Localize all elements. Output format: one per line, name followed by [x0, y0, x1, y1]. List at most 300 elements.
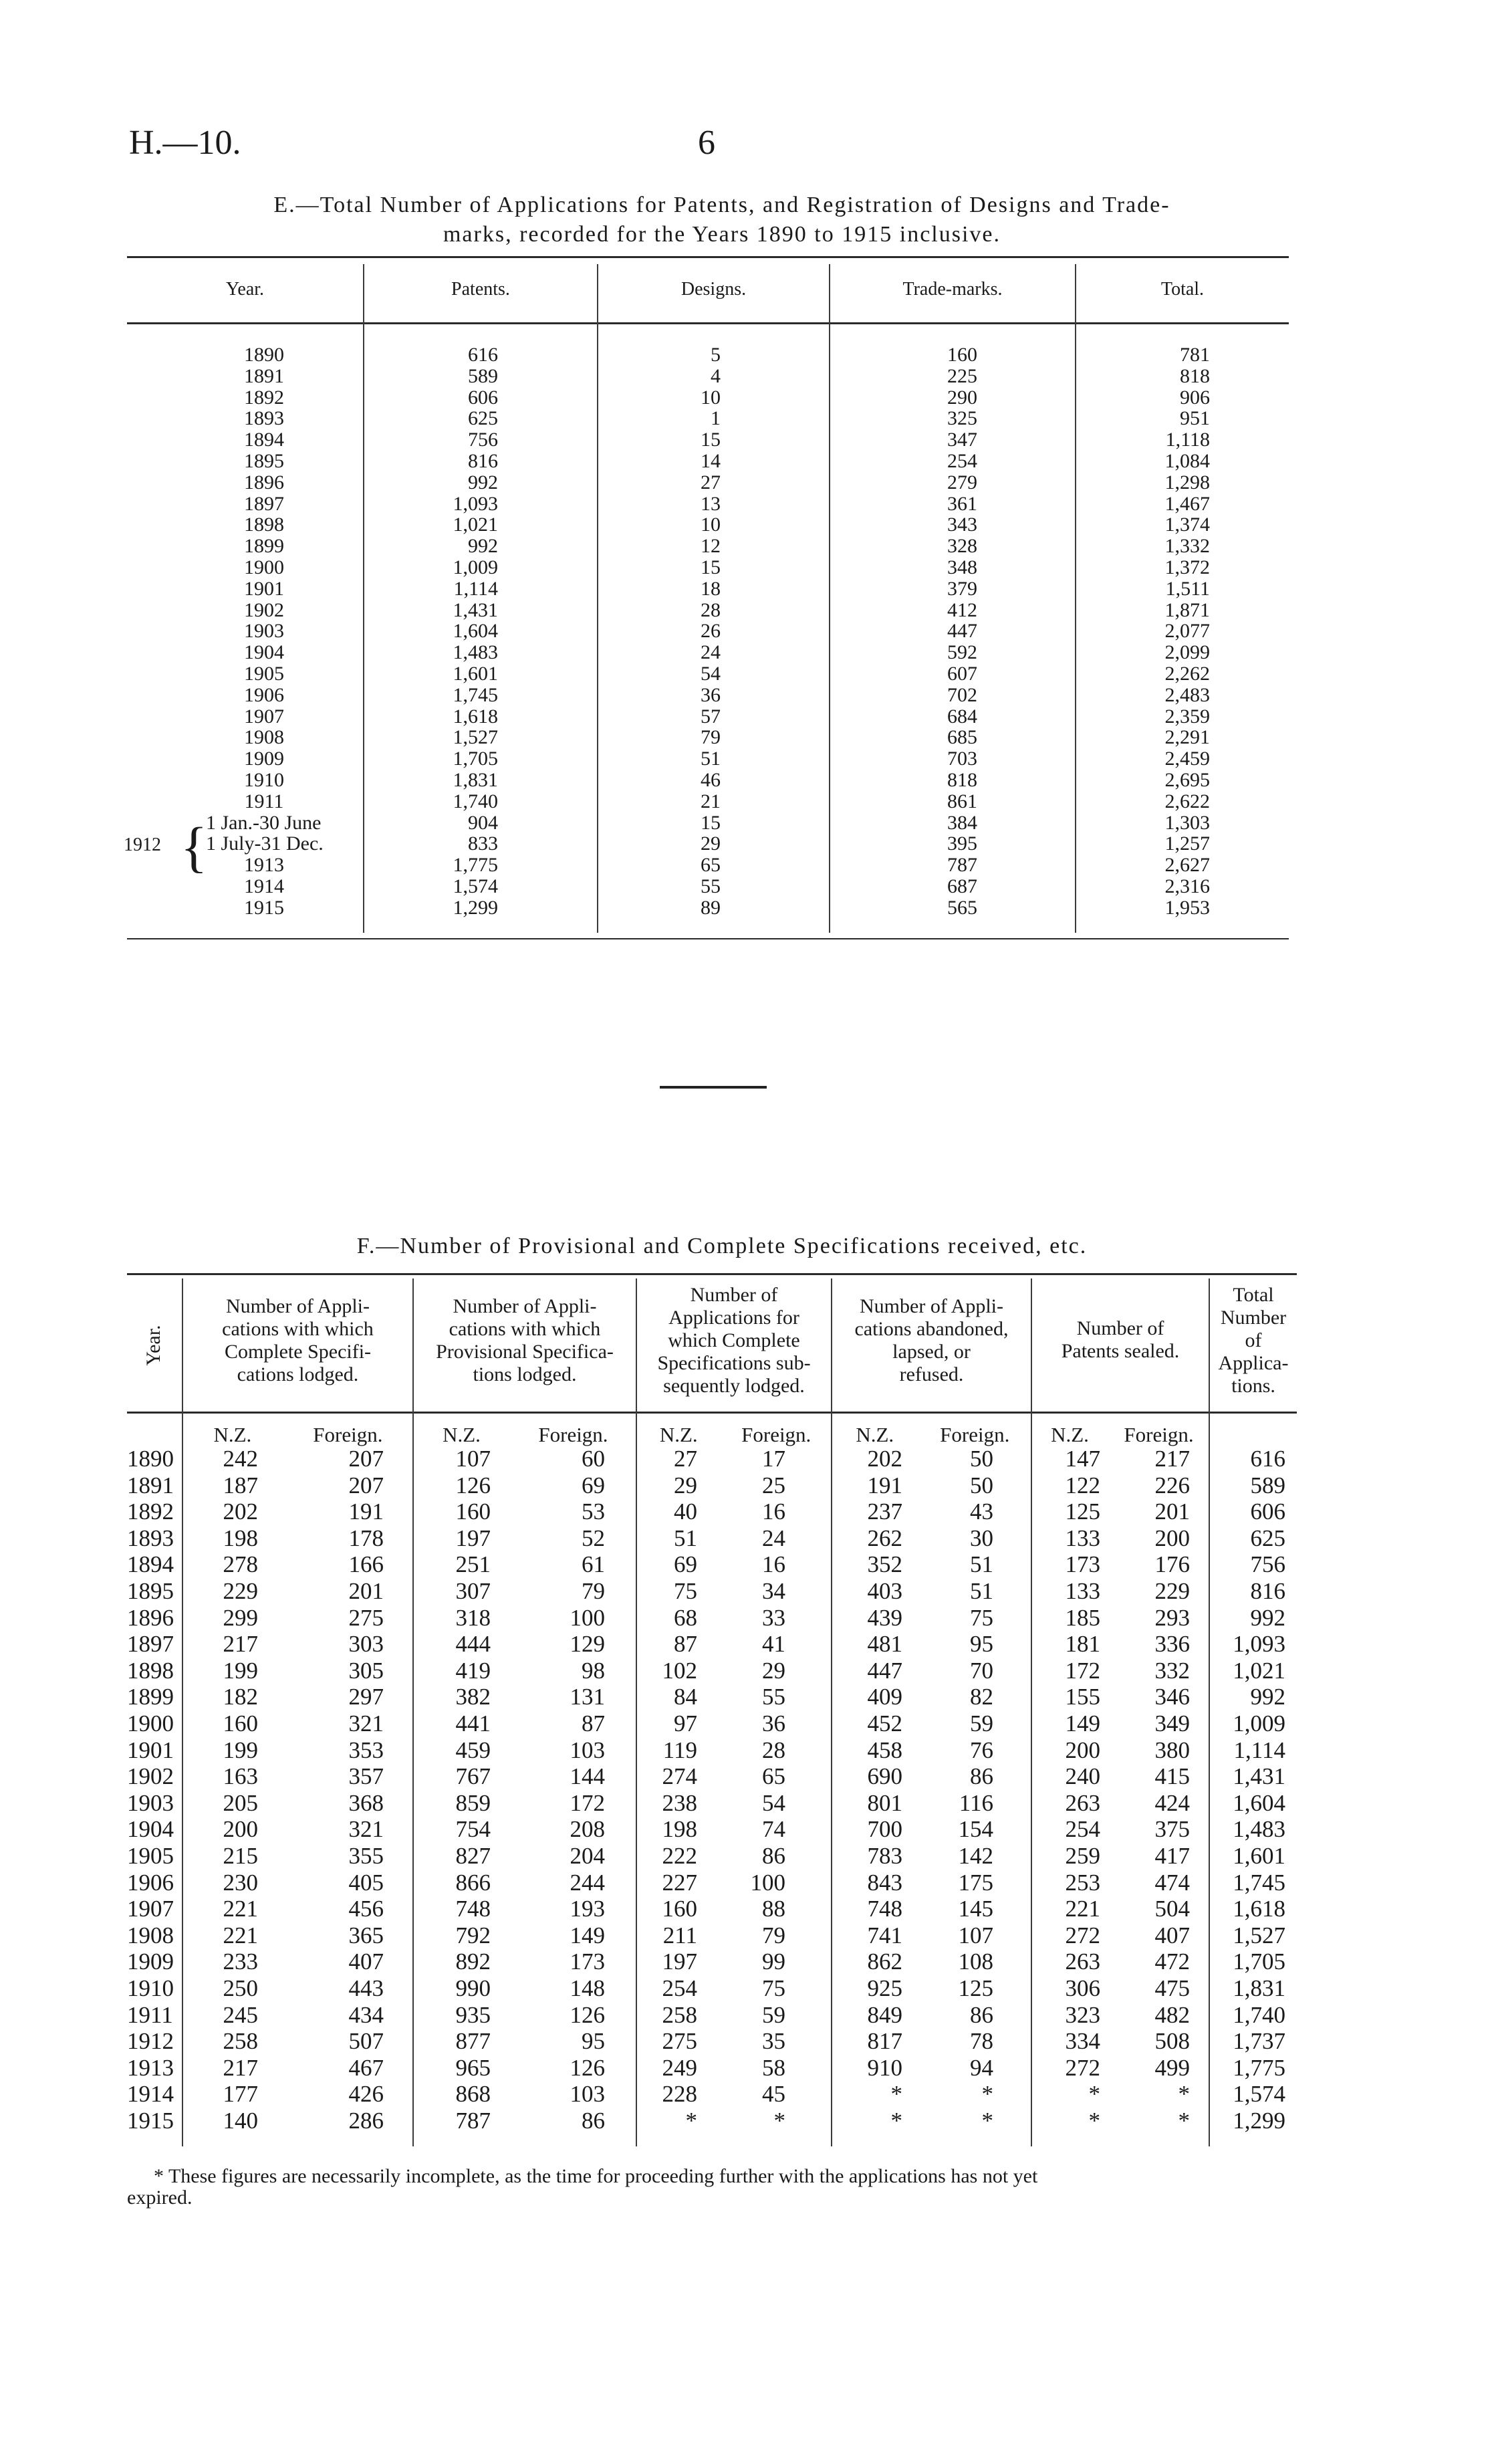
table-f-cell-provisional-foreign: 60	[582, 1446, 605, 1472]
table-f-cell-subsequent-foreign: 28	[762, 1737, 785, 1763]
table-f-cell-year: 1908	[127, 1922, 174, 1948]
table-f-cell-subsequent-foreign: 88	[762, 1896, 785, 1922]
table-f-cell-abandoned-foreign: 154	[958, 1816, 993, 1843]
table-e-cell-total: 906	[1180, 386, 1210, 409]
table-f-cell-complete-nz: 229	[223, 1578, 258, 1604]
table-f-cell-subsequent-nz: 197	[662, 1948, 697, 1975]
table-f-cell-provisional-nz: 892	[455, 1948, 491, 1975]
table-e-cell-designs: 29	[701, 832, 721, 855]
subheader-nz: N.Z.	[659, 1423, 698, 1446]
table-f-cell-total: 1,775	[1233, 2054, 1285, 2081]
table-f-cell-abandoned-foreign: 78	[970, 2028, 993, 2055]
table-f-cell-total: 1,737	[1233, 2028, 1285, 2055]
table-f-cell-provisional-nz: 107	[455, 1446, 491, 1472]
table-e-cell-designs: 27	[701, 471, 721, 493]
table-e-cell-year: 1 Jan.-30 June	[206, 811, 322, 834]
table-f-cell-abandoned-nz: 352	[867, 1551, 902, 1578]
table-f-cell-complete-nz: 187	[223, 1472, 258, 1498]
table-e-header-rule	[127, 322, 1289, 324]
table-f-cell-total: 1,618	[1233, 1896, 1285, 1922]
table-f-cell-total: 1,527	[1233, 1922, 1285, 1948]
section-divider-rule	[660, 1086, 767, 1089]
table-f-cell-subsequent-foreign: 16	[762, 1498, 785, 1525]
table-f-cell-total: 616	[1250, 1446, 1285, 1472]
table-f-cell-subsequent-nz: 227	[662, 1869, 697, 1896]
table-f-cell-provisional-nz: 792	[455, 1922, 491, 1948]
table-e-cell-year: 1910	[244, 769, 284, 791]
table-f-cell-year: 1894	[127, 1551, 174, 1578]
table-f-cell-sealed-nz: 323	[1065, 2001, 1100, 2028]
table-f-cell-complete-foreign: 166	[348, 1551, 384, 1578]
table-e-cell-trademarks: 861	[947, 790, 977, 812]
table-f-cell-provisional-foreign: 244	[570, 1869, 605, 1896]
footnote-line1: * These figures are necessarily incomplete, as the time for proceeding further with the applications has not yet	[154, 2165, 1038, 2187]
header-line: lapsed, or	[892, 1341, 971, 1363]
table-f-cell-sealed-nz: 240	[1065, 1763, 1100, 1790]
header-line: Number	[1220, 1307, 1287, 1329]
table-f-cell-provisional-nz: 382	[455, 1684, 491, 1710]
table-f-header-year: Year.	[142, 1325, 164, 1366]
table-f-cell-complete-foreign: 434	[348, 2001, 384, 2028]
table-f-cell-total: 1,299	[1233, 2108, 1285, 2134]
table-f-cell-complete-nz: 245	[223, 2001, 258, 2028]
table-e-cell-designs: 18	[701, 577, 721, 600]
table-f-cell-sealed-foreign: 336	[1154, 1631, 1190, 1658]
table-f-cell-sealed-foreign: 229	[1154, 1578, 1190, 1604]
table-f-cell-total: 816	[1250, 1578, 1285, 1604]
table-f-cell-subsequent-foreign: 65	[762, 1763, 785, 1790]
table-f-cell-abandoned-nz: 409	[867, 1684, 902, 1710]
table-f-cell-complete-foreign: 443	[348, 1975, 384, 2001]
table-f-cell-provisional-nz: 197	[455, 1525, 491, 1551]
table-e-cell-total: 2,262	[1164, 663, 1210, 685]
table-f-cell-provisional-foreign: 126	[570, 2001, 605, 2028]
table-e-cell-trademarks: 348	[947, 556, 977, 578]
table-e-cell-total: 1,118	[1165, 429, 1210, 451]
table-f-cell-provisional-foreign: 172	[570, 1789, 605, 1816]
table-e-cell-patents: 1,021	[453, 514, 498, 536]
table-f-cell-sealed-foreign: 200	[1154, 1525, 1190, 1551]
table-f-cell-subsequent-nz: 222	[662, 1843, 697, 1869]
table-f-cell-provisional-foreign: 53	[582, 1498, 605, 1525]
table-f-cell-total: 1,604	[1233, 1789, 1285, 1816]
table-f-cell-sealed-nz: 272	[1065, 1922, 1100, 1948]
table-e-cell-patents: 992	[468, 471, 498, 493]
table-f-cell-complete-foreign: 201	[348, 1578, 384, 1604]
table-e-cell-trademarks: 254	[947, 450, 977, 472]
table-f-cell-subsequent-nz: 40	[674, 1498, 697, 1525]
header-line: Number of	[690, 1284, 778, 1306]
table-f-cell-provisional-nz: 251	[455, 1551, 491, 1578]
table-e-cell-year: 1903	[244, 620, 284, 643]
table-e-year-1912-label: 1912	[124, 834, 161, 855]
table-f-cell-complete-foreign: 405	[348, 1869, 384, 1896]
table-f-cell-sealed-nz: 147	[1065, 1446, 1100, 1472]
table-f-cell-subsequent-nz: 75	[674, 1578, 697, 1604]
table-f-cell-sealed-foreign: 472	[1154, 1948, 1190, 1975]
table-f-cell-provisional-nz: 866	[455, 1869, 491, 1896]
table-e-cell-total: 2,359	[1164, 705, 1210, 727]
table-f-cell-total: 1,601	[1233, 1843, 1285, 1869]
table-e-cell-total: 818	[1180, 364, 1210, 387]
table-f-cell-abandoned-nz: 925	[867, 1975, 902, 2001]
table-f-cell-abandoned-foreign: 145	[958, 1896, 993, 1922]
table-f-cell-sealed-foreign: 176	[1154, 1551, 1190, 1578]
table-f-cell-provisional-foreign: 95	[582, 2028, 605, 2055]
table-e-cell-total: 2,627	[1164, 854, 1210, 877]
table-e-cell-trademarks: 343	[947, 514, 977, 536]
table-e-cell-trademarks: 361	[947, 492, 977, 515]
table-f-cell-subsequent-foreign: 86	[762, 1843, 785, 1869]
table-f-cell-provisional-foreign: 193	[570, 1896, 605, 1922]
table-e-cell-designs: 36	[701, 683, 721, 706]
table-e-cell-total: 1,953	[1164, 896, 1210, 919]
table-f-cell-subsequent-foreign: 74	[762, 1816, 785, 1843]
table-f-cell-complete-foreign: 357	[348, 1763, 384, 1790]
document-id: H.—10.	[129, 124, 241, 162]
table-f-cell-provisional-nz: 827	[455, 1843, 491, 1869]
table-f-cell-complete-nz: 258	[223, 2028, 258, 2055]
table-f-cell-complete-foreign: 191	[348, 1498, 384, 1525]
table-e-cell-total: 1,257	[1164, 832, 1210, 855]
table-e-header-patents: Patents.	[451, 279, 510, 300]
table-f-cell-provisional-nz: 459	[455, 1737, 491, 1763]
subheader-nz: N.Z.	[443, 1423, 481, 1446]
table-e-cell-patents: 589	[468, 364, 498, 387]
table-e-cell-designs: 54	[701, 663, 721, 685]
table-f-cell-year: 1913	[127, 2054, 174, 2081]
table-f-cell-abandoned-nz: 237	[867, 1498, 902, 1525]
table-e-header-total: Total.	[1160, 279, 1205, 300]
table-f-cell-complete-foreign: 305	[348, 1657, 384, 1684]
table-f-cell-complete-nz: 163	[223, 1763, 258, 1790]
table-e-cell-trademarks: 703	[947, 748, 977, 770]
table-f-cell-provisional-nz: 787	[455, 2108, 491, 2134]
table-f-cell-abandoned-nz: 202	[867, 1446, 902, 1472]
table-f-cell-sealed-nz: 259	[1065, 1843, 1100, 1869]
table-e-cell-trademarks: 684	[947, 705, 977, 727]
table-f-cell-year: 1912	[127, 2028, 174, 2055]
table-f-cell-provisional-foreign: 148	[570, 1975, 605, 2001]
table-f-cell-subsequent-foreign: 75	[762, 1975, 785, 2001]
table-f-cell-abandoned-foreign: 116	[959, 1789, 993, 1816]
table-f-cell-year: 1899	[127, 1684, 174, 1710]
table-e-title-line2: marks, recorded for the Years 1890 to 1915 inclusive.	[443, 222, 1001, 247]
table-e-cell-patents: 816	[468, 450, 498, 472]
header-line: which Complete	[668, 1329, 800, 1351]
table-e-cell-year: 1893	[244, 407, 284, 430]
table-e-cell-total: 2,099	[1164, 641, 1210, 664]
table-e-cell-year: 1899	[244, 535, 284, 558]
table-f-cell-complete-nz: 278	[223, 1551, 258, 1578]
table-e-cell-trademarks: 160	[947, 344, 977, 366]
table-e-cell-trademarks: 290	[947, 386, 977, 409]
table-e-cell-year: 1907	[244, 705, 284, 727]
header-line: cations lodged.	[237, 1363, 359, 1385]
table-f-cell-complete-nz: 177	[223, 2081, 258, 2108]
table-e-cell-patents: 606	[468, 386, 498, 409]
table-e-cell-trademarks: 384	[947, 811, 977, 834]
table-f-cell-provisional-foreign: 103	[570, 2081, 605, 2108]
table-f-cell-subsequent-nz: 274	[662, 1763, 697, 1790]
table-f-cell-total: 1,009	[1233, 1710, 1285, 1737]
table-f-cell-abandoned-nz: 452	[867, 1710, 902, 1737]
table-f-cell-total: 1,483	[1233, 1816, 1285, 1843]
table-f-cell-sealed-foreign: 380	[1154, 1737, 1190, 1763]
table-e-cell-trademarks: 379	[947, 577, 977, 600]
table-e-cell-designs: 79	[701, 726, 721, 749]
table-f-cell-complete-nz: 202	[223, 1498, 258, 1525]
table-f-cell-abandoned-nz: 741	[867, 1922, 902, 1948]
table-f-cell-sealed-foreign: 293	[1154, 1604, 1190, 1631]
table-f-cell-abandoned-nz: 447	[867, 1657, 902, 1684]
header-line: sequently lodged.	[663, 1375, 805, 1397]
table-f-cell-subsequent-nz: 87	[674, 1631, 697, 1658]
table-e-cell-designs: 21	[701, 790, 721, 812]
table-f-cell-sealed-nz: 122	[1065, 1472, 1100, 1498]
table-e-cell-patents: 1,831	[453, 769, 498, 791]
table-f-cell-abandoned-foreign: 30	[970, 1525, 993, 1551]
table-f-cell-provisional-foreign: 144	[570, 1763, 605, 1790]
table-f-cell-sealed-foreign: 504	[1154, 1896, 1190, 1922]
table-f-cell-total: 1,114	[1233, 1737, 1285, 1763]
table-f-cell-subsequent-foreign: 100	[750, 1869, 785, 1896]
header-line: Number of Appli-	[453, 1295, 597, 1317]
table-f-cell-subsequent-foreign: 41	[762, 1631, 785, 1658]
table-f-cell-abandoned-foreign: 95	[970, 1631, 993, 1658]
table-f-cell-year: 1905	[127, 1843, 174, 1869]
table-e-cell-year: 1913	[244, 854, 284, 877]
table-f-cell-subsequent-nz: 258	[662, 2001, 697, 2028]
table-f-cell-year: 1909	[127, 1948, 174, 1975]
table-f-cell-provisional-foreign: 173	[570, 1948, 605, 1975]
table-f-cell-provisional-foreign: 103	[570, 1737, 605, 1763]
table-e-cell-total: 1,332	[1164, 535, 1210, 558]
table-e-cell-year: 1905	[244, 663, 284, 685]
table-e-cell-year: 1892	[244, 386, 284, 409]
header-line: Applications for	[668, 1307, 799, 1329]
table-f-cell-sealed-foreign: *	[1178, 2108, 1190, 2134]
table-e-cell-patents: 1,740	[453, 790, 498, 812]
table-e-cell-designs: 89	[701, 896, 721, 919]
table-f-cell-sealed-nz: 263	[1065, 1948, 1100, 1975]
table-f-cell-provisional-foreign: 208	[570, 1816, 605, 1843]
table-e-cell-designs: 51	[701, 748, 721, 770]
subheader-foreign: Foreign.	[1124, 1423, 1194, 1446]
header-line: Provisional Specifica-	[436, 1341, 614, 1363]
table-f-cell-subsequent-nz: 228	[662, 2081, 697, 2108]
table-e-cell-total: 1,372	[1164, 556, 1210, 578]
table-f-cell-subsequent-nz: 238	[662, 1789, 697, 1816]
table-f-cell-subsequent-foreign: 59	[762, 2001, 785, 2028]
table-f-cell-subsequent-foreign: *	[773, 2108, 785, 2134]
table-e-cell-trademarks: 607	[947, 663, 977, 685]
table-e-cell-trademarks: 347	[947, 429, 977, 451]
table-f-cell-sealed-nz: *	[1088, 2108, 1100, 2134]
table-e-cell-designs: 5	[711, 344, 721, 366]
table-f-cell-total: 589	[1250, 1472, 1285, 1498]
table-f-cell-complete-foreign: 178	[348, 1525, 384, 1551]
table-f-title: F.—Number of Provisional and Complete Specifications received, etc.	[356, 1234, 1088, 1258]
table-e-cell-trademarks: 565	[947, 896, 977, 919]
table-e-cell-total: 2,483	[1164, 683, 1210, 706]
table-e-cell-designs: 57	[701, 705, 721, 727]
table-e-cell-patents: 1,431	[453, 598, 498, 621]
table-e-cell-trademarks: 225	[947, 364, 977, 387]
table-e-title-line1: E.—Total Number of Applications for Patents, and Registration of Designs and Trade-	[273, 193, 1170, 217]
table-f-cell-subsequent-foreign: 36	[762, 1710, 785, 1737]
table-f-cell-sealed-foreign: 332	[1154, 1657, 1190, 1684]
subheader-foreign: Foreign.	[313, 1423, 383, 1446]
table-f-header-complete	[183, 1295, 412, 1386]
table-f-cell-sealed-foreign: 499	[1154, 2054, 1190, 2081]
table-f-cell-sealed-nz: 172	[1065, 1657, 1100, 1684]
table-f-cell-subsequent-foreign: 34	[762, 1578, 785, 1604]
table-f-cell-complete-nz: 242	[223, 1446, 258, 1472]
table-e-cell-year: 1 July-31 Dec.	[206, 832, 324, 855]
header-line: Patents sealed.	[1061, 1340, 1180, 1362]
table-f-cell-provisional-foreign: 100	[570, 1604, 605, 1631]
subheader-nz: N.Z.	[1051, 1423, 1089, 1446]
table-f-cell-subsequent-nz: 69	[674, 1551, 697, 1578]
table-e-cell-designs: 26	[701, 620, 721, 643]
table-e-cell-designs: 10	[701, 514, 721, 536]
table-f-cell-subsequent-nz: 29	[674, 1472, 697, 1498]
table-f-cell-subsequent-nz: 119	[662, 1737, 697, 1763]
table-f-cell-subsequent-nz: 68	[674, 1604, 697, 1631]
table-f-cell-sealed-foreign: 424	[1154, 1789, 1190, 1816]
table-e-cell-total: 2,316	[1164, 875, 1210, 897]
table-f-cell-total: 1,831	[1233, 1975, 1285, 2001]
table-f-header-rule	[127, 1412, 1297, 1414]
table-f-cell-year: 1891	[127, 1472, 174, 1498]
table-f-cell-subsequent-foreign: 29	[762, 1657, 785, 1684]
table-e-cell-year: 1898	[244, 514, 284, 536]
table-f-cell-sealed-foreign: 475	[1154, 1975, 1190, 2001]
table-f-cell-sealed-nz: 306	[1065, 1975, 1100, 2001]
table-f-cell-subsequent-nz: 254	[662, 1975, 697, 2001]
table-f-cell-subsequent-foreign: 54	[762, 1789, 785, 1816]
table-f-cell-subsequent-foreign: 79	[762, 1922, 785, 1948]
footnote-line2: expired.	[127, 2187, 193, 2209]
table-f-cell-complete-nz: 199	[223, 1657, 258, 1684]
table-f-cell-abandoned-nz: 458	[867, 1737, 902, 1763]
table-f-cell-provisional-nz: 935	[455, 2001, 491, 2028]
page-number: 6	[698, 124, 715, 162]
table-f-cell-subsequent-nz: 102	[662, 1657, 697, 1684]
table-f-cell-abandoned-nz: 817	[867, 2028, 902, 2055]
header-line: Number of Appli-	[860, 1295, 1003, 1317]
table-f-cell-provisional-foreign: 87	[582, 1710, 605, 1737]
table-f-cell-abandoned-nz: 191	[867, 1472, 902, 1498]
table-f-header-sealed	[1032, 1317, 1209, 1363]
table-f-cell-year: 1914	[127, 2081, 174, 2108]
table-f-cell-provisional-nz: 160	[455, 1498, 491, 1525]
table-e-cell-trademarks: 412	[947, 598, 977, 621]
table-f-cell-sealed-foreign: 407	[1154, 1922, 1190, 1948]
table-e-cell-designs: 15	[701, 556, 721, 578]
header-line: Number of	[1076, 1317, 1164, 1339]
table-f-cell-total: 756	[1250, 1551, 1285, 1578]
table-f-cell-sealed-nz: 254	[1065, 1816, 1100, 1843]
table-f-cell-total: 606	[1250, 1498, 1285, 1525]
table-e-cell-trademarks: 818	[947, 769, 977, 791]
table-f-cell-abandoned-foreign: 94	[970, 2054, 993, 2081]
table-f-cell-sealed-nz: 334	[1065, 2028, 1100, 2055]
table-e-cell-trademarks: 687	[947, 875, 977, 897]
table-f-cell-provisional-foreign: 129	[570, 1631, 605, 1658]
table-f-cell-abandoned-foreign: 70	[970, 1657, 993, 1684]
table-e-cell-designs: 24	[701, 641, 721, 664]
table-f-cell-complete-nz: 233	[223, 1948, 258, 1975]
table-f-header-abandoned	[832, 1295, 1031, 1386]
table-f-cell-sealed-nz: 133	[1065, 1578, 1100, 1604]
table-e-cell-total: 1,084	[1164, 450, 1210, 472]
table-f-cell-provisional-nz: 767	[455, 1763, 491, 1790]
table-f-cell-year: 1897	[127, 1631, 174, 1658]
table-e-cell-patents: 616	[468, 344, 498, 366]
table-f-cell-sealed-foreign: 417	[1154, 1843, 1190, 1869]
table-f-header-provisional	[414, 1295, 636, 1386]
table-f-cell-complete-nz: 299	[223, 1604, 258, 1631]
table-f-cell-subsequent-foreign: 58	[762, 2054, 785, 2081]
table-e-cell-trademarks: 702	[947, 683, 977, 706]
subheader-foreign: Foreign.	[538, 1423, 608, 1446]
table-e-cell-patents: 992	[468, 535, 498, 558]
table-f-cell-sealed-nz: 149	[1065, 1710, 1100, 1737]
table-f-cell-total: 625	[1250, 1525, 1285, 1551]
table-f-cell-sealed-foreign: 474	[1154, 1869, 1190, 1896]
table-e-cell-designs: 1	[711, 407, 721, 430]
table-f-cell-abandoned-foreign: 82	[970, 1684, 993, 1710]
table-f-cell-provisional-foreign: 131	[570, 1684, 605, 1710]
table-f-cell-sealed-nz: 272	[1065, 2054, 1100, 2081]
table-f-cell-sealed-foreign: 201	[1154, 1498, 1190, 1525]
table-e-cell-total: 2,291	[1164, 726, 1210, 749]
table-f-cell-year: 1900	[127, 1710, 174, 1737]
table-f-cell-abandoned-foreign: *	[981, 2108, 993, 2134]
table-f-cell-abandoned-nz: 690	[867, 1763, 902, 1790]
table-f-cell-abandoned-foreign: 86	[970, 2001, 993, 2028]
table-e-cell-designs: 46	[701, 769, 721, 791]
table-e-cell-designs: 65	[701, 854, 721, 877]
table-e-cell-year: 1890	[244, 344, 284, 366]
table-f-cell-year: 1906	[127, 1869, 174, 1896]
table-f-cell-complete-nz: 217	[223, 2054, 258, 2081]
table-e-cell-trademarks: 592	[947, 641, 977, 664]
table-f-header-total	[1210, 1284, 1297, 1397]
table-e-cell-patents: 1,775	[453, 854, 498, 877]
table-e-cell-year: 1897	[244, 492, 284, 515]
table-f-cell-complete-foreign: 353	[348, 1737, 384, 1763]
table-f-cell-complete-foreign: 355	[348, 1843, 384, 1869]
header-line: Specifications sub-	[657, 1352, 811, 1374]
table-f-cell-abandoned-nz: 801	[867, 1789, 902, 1816]
header-line: Total	[1233, 1284, 1274, 1306]
header-line: cations with which	[222, 1318, 374, 1340]
table-e-top-rule	[127, 256, 1289, 258]
table-f-cell-year: 1910	[127, 1975, 174, 2001]
table-e-cell-patents: 625	[468, 407, 498, 430]
table-f-cell-year: 1901	[127, 1737, 174, 1763]
table-f-cell-sealed-foreign: 508	[1154, 2028, 1190, 2055]
table-f-cell-year: 1892	[127, 1498, 174, 1525]
table-f-cell-sealed-nz: 263	[1065, 1789, 1100, 1816]
table-f-cell-total: 992	[1250, 1604, 1285, 1631]
table-e-cell-trademarks: 685	[947, 726, 977, 749]
subheader-nz: N.Z.	[213, 1423, 252, 1446]
table-e-cell-total: 1,871	[1164, 598, 1210, 621]
